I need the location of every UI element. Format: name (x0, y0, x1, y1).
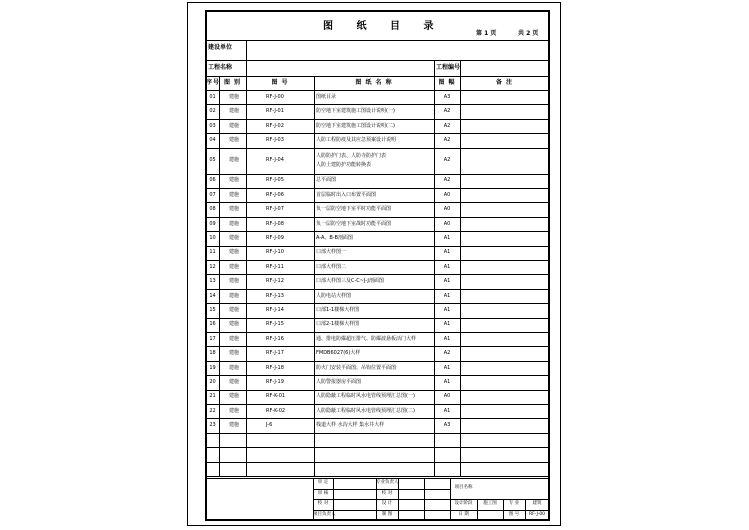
row-size: A0 (443, 393, 451, 400)
column-header-category: 图 别 (223, 79, 242, 86)
row-code: J-6 (266, 422, 273, 429)
title-block-role-label: 审 核 (317, 490, 329, 496)
row-size: A0 (443, 220, 451, 227)
column-header-code: 图 号 (271, 79, 289, 86)
row-number: 14 (209, 292, 216, 299)
row-name-line2: 人防土建防护功能转换表 (316, 161, 372, 168)
row-category: 建施 (229, 177, 240, 184)
table-row-line (206, 133, 549, 134)
row-name: 首层临时出入口布置平面图 (316, 191, 377, 198)
row-code: RF-J-13 (266, 292, 284, 299)
row-category: 建施 (229, 234, 240, 241)
row-number: 07 (209, 191, 216, 198)
row-name: 口部大样图一 (316, 249, 347, 256)
row-number: 20 (209, 378, 216, 385)
row-number: 10 (209, 234, 216, 241)
row-category: 建施 (229, 108, 240, 115)
table-row-line (206, 418, 549, 419)
row-code: RF-J-16 (266, 335, 284, 342)
row-number: 16 (209, 321, 216, 328)
row-number: 15 (209, 306, 216, 313)
table-row-line (206, 217, 549, 218)
row-size: A1 (443, 292, 451, 299)
table-row-line (206, 346, 549, 347)
row-name: 防空地下室建筑施工图设计说明(二) (316, 122, 395, 129)
row-number: 09 (209, 220, 216, 227)
row-name: 图纸目录 (316, 93, 337, 100)
table-row-line (206, 318, 549, 319)
table-row-line (206, 289, 549, 290)
table-row-line (206, 104, 549, 105)
title-block-specialty-label: 专 业 (508, 501, 520, 506)
row-name: 人防隐蔽工程临时风水电管线预埋汇总图(一) (316, 393, 415, 400)
row-number: 08 (209, 206, 216, 213)
drawing-frame (205, 10, 550, 521)
project-unit-label: 建设单位 (208, 44, 233, 51)
row-number: 13 (209, 278, 216, 285)
row-category: 建施 (229, 364, 240, 371)
row-code: RF-J-14 (266, 306, 284, 313)
row-size: A1 (443, 306, 451, 313)
row-name: 负一层防空地下室战时功能平面图 (316, 220, 392, 227)
row-number: 21 (209, 393, 216, 400)
row-category: 建施 (229, 249, 240, 256)
row-size: A1 (443, 263, 451, 270)
row-size: A1 (443, 321, 451, 328)
row-number: 17 (209, 335, 216, 342)
empty-row-line (206, 462, 549, 463)
row-name: 人防隐蔽工程临时风水电管线预埋汇总图(二) (316, 407, 415, 414)
row-size: A0 (443, 206, 451, 213)
row-name: 人防电站大样图 (316, 292, 352, 299)
title-block-role-label: 项目负责人 (313, 511, 336, 517)
row-category: 建施 (229, 407, 240, 414)
row-size: A0 (443, 191, 451, 198)
row-number: 23 (209, 422, 216, 429)
row-code: RF-J-05 (266, 177, 284, 184)
row-category: 建施 (229, 122, 240, 129)
page-total: 共 2 页 (518, 30, 539, 37)
row-code: RF-J-12 (266, 278, 284, 285)
row-size: A1 (443, 364, 451, 371)
row-category: 建施 (229, 93, 240, 100)
row-category: 建施 (229, 263, 240, 270)
row-name: 栈道大样 水沟大样 集水井大样 (316, 422, 385, 429)
title-block-date-label: 日 期 (458, 511, 469, 517)
table-row-line (206, 274, 549, 275)
table-row-line (206, 202, 549, 203)
row-size: A1 (443, 335, 451, 342)
row-name: FMDB6027(6)大样 (316, 350, 361, 357)
table-row-line (206, 375, 549, 376)
table-row-line (206, 332, 549, 333)
page-number: 第 1 页 (476, 30, 497, 37)
row-size: A1 (443, 407, 451, 414)
title-block-role-label: 制 图 (381, 511, 393, 517)
row-size: A2 (443, 350, 451, 357)
title-block-project-name: 项目名称 (454, 485, 473, 490)
table-row-line (206, 188, 549, 189)
title-block-drawing-no: RF-J-00 (528, 511, 546, 517)
row-code: RF-J-04 (266, 157, 284, 164)
row-code: RF-K-01 (266, 393, 286, 400)
row-number: 12 (209, 263, 216, 270)
row-size: A1 (443, 378, 451, 385)
row-size: A1 (443, 234, 451, 241)
title-block-design-stage-label: 设计阶段 (454, 501, 473, 506)
column-header-size: 图 幅 (438, 79, 456, 86)
row-number: 04 (209, 136, 216, 143)
table-row-line (206, 174, 549, 175)
title-block-role-label: 专业负责人 (376, 480, 399, 485)
row-size: A2 (443, 157, 451, 164)
row-category: 建施 (229, 206, 240, 213)
row-size: A3 (443, 422, 451, 429)
row-code: RF-J-06 (266, 191, 284, 198)
row-code: RF-J-00 (266, 93, 284, 100)
title-block-specialty: 建筑 (532, 501, 542, 506)
row-name: 口部大样图二 (316, 263, 347, 270)
row-category: 建施 (229, 422, 240, 429)
row-name: 防火门安装平面图、吊钩位置平面图 (316, 364, 397, 371)
row-code: RF-J-07 (266, 206, 284, 213)
row-code: RF-J-17 (266, 350, 284, 357)
row-code: RF-J-18 (266, 364, 284, 371)
row-category: 建施 (229, 157, 240, 164)
title-block-role-label: 设 计 (381, 501, 393, 506)
row-code: RF-J-09 (266, 234, 284, 241)
table-row-line (206, 119, 549, 120)
row-name: 人防防护门表、人防寺防护门表 (316, 152, 387, 159)
row-number: 22 (209, 407, 216, 414)
row-code: RF-J-02 (266, 122, 284, 129)
row-name: 通、排电防爆超压排气、防爆波悬板活门大样 (316, 335, 417, 342)
table-row-line (206, 390, 549, 391)
row-number: 05 (209, 157, 216, 164)
row-number: 18 (209, 350, 216, 357)
column-header-name: 图 纸 名 称 (355, 79, 393, 86)
row-size: A2 (443, 122, 451, 129)
row-name: 口部1-1楼梯大样图 (316, 306, 360, 313)
row-category: 建施 (229, 321, 240, 328)
row-category: 建施 (229, 292, 240, 299)
table-row-line (206, 433, 549, 434)
row-name: 人防工程防疫及其应急预案设计说明 (316, 136, 397, 143)
row-name: A-A、B-B剖面图 (316, 234, 353, 241)
row-size: A3 (443, 93, 451, 100)
row-number: 19 (209, 364, 216, 371)
row-code: RF-J-03 (266, 136, 284, 143)
row-size: A2 (443, 136, 451, 143)
row-number: 11 (209, 249, 216, 256)
project-no-label: 工程编号 (436, 64, 461, 71)
title-block-role-label: 校 对 (381, 490, 393, 496)
row-number: 01 (209, 93, 216, 100)
row-category: 建施 (229, 350, 240, 357)
row-name: 口部大样图三及C-C~J-J剖面图 (316, 278, 384, 285)
column-header-no: 序号 (206, 79, 221, 86)
row-number: 06 (209, 177, 216, 184)
table-row-line (206, 231, 549, 232)
column-header-remarks: 备 注 (495, 79, 514, 86)
row-name: 口部2-1楼梯大样图 (316, 321, 360, 328)
row-category: 建施 (229, 136, 240, 143)
row-size: A2 (443, 108, 451, 115)
row-code: RF-J-11 (266, 263, 284, 270)
row-number: 03 (209, 122, 216, 129)
row-category: 建施 (229, 306, 240, 313)
row-code: RF-J-15 (266, 321, 284, 328)
table-row-line (206, 246, 549, 247)
row-code: RF-J-19 (266, 378, 284, 385)
row-size: A1 (443, 249, 451, 256)
row-code: RF-J-08 (266, 220, 284, 227)
page-title: 图 纸 目 录 (323, 21, 444, 32)
table-row-line (206, 260, 549, 261)
row-name: 人防警报器房平面图 (316, 378, 362, 385)
project-name-label: 工程名称 (208, 64, 233, 71)
empty-row-line (206, 476, 549, 477)
row-code: RF-J-01 (266, 108, 284, 115)
row-number: 02 (209, 108, 216, 115)
title-block-drawing-no-label: 图 号 (508, 511, 520, 517)
row-name: 负一层防空地下室平时功能平面图 (316, 206, 392, 213)
row-size: A1 (443, 278, 451, 285)
row-category: 建施 (229, 220, 240, 227)
row-name: 防空地下室建筑施工图设计说明(一) (316, 108, 395, 115)
row-category: 建施 (229, 335, 240, 342)
title-block-role-label: 校 对 (317, 501, 329, 506)
table-row-line (206, 361, 549, 362)
row-category: 建施 (229, 378, 240, 385)
empty-row-line (206, 447, 549, 448)
row-category: 建施 (229, 278, 240, 285)
title-block-design-stage: 施工图 (483, 501, 497, 506)
row-category: 建施 (229, 393, 240, 400)
row-size: A2 (443, 177, 451, 184)
row-code: RF-J-10 (266, 249, 284, 256)
row-name: 总平面图 (316, 177, 337, 184)
row-code: RF-K-02 (266, 407, 286, 414)
row-category: 建施 (229, 191, 240, 198)
table-row-line (206, 404, 549, 405)
table-row-line (206, 148, 549, 149)
title-block-role-label: 审 定 (317, 480, 329, 485)
table-row-line (206, 303, 549, 304)
